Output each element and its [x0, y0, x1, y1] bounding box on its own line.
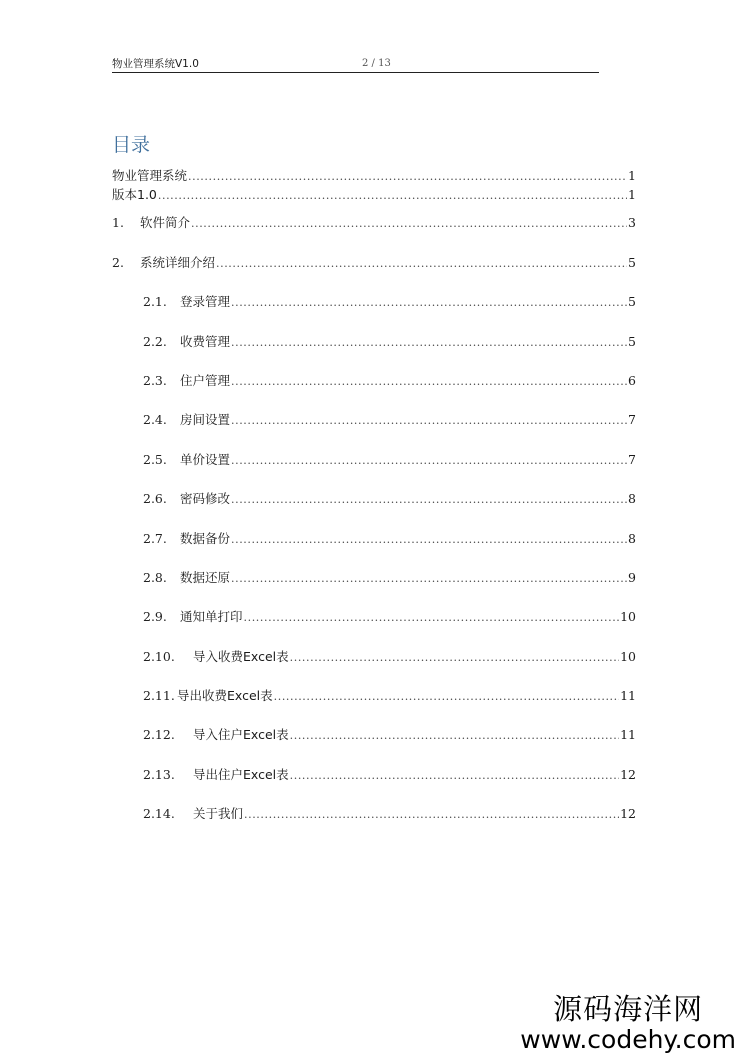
watermark-url: www.codehy.com — [520, 1025, 736, 1054]
toc-entry-number: 2.8. — [143, 570, 167, 585]
toc-entry-title: 收费管理 — [180, 334, 231, 349]
toc-entry-leader — [244, 610, 620, 625]
toc-entry[interactable] — [112, 255, 636, 270]
toc-entry-page: 5 — [628, 255, 636, 270]
toc-entry[interactable] — [143, 491, 636, 506]
toc-entry-leader — [216, 256, 627, 271]
toc-entry-title: 导入收费Excel表 — [193, 649, 289, 664]
toc-entry-title: 住户管理 — [180, 373, 231, 388]
toc-entry[interactable] — [143, 767, 636, 782]
toc-entry-title: 密码修改 — [180, 491, 231, 506]
toc-entry-page: 7 — [628, 412, 636, 427]
header-title: 物业管理系统V1.0 — [112, 58, 199, 70]
toc-entry-number: 2.5. — [143, 452, 167, 467]
toc-entry-leader — [244, 807, 619, 822]
toc-entry-title: 登录管理 — [180, 294, 231, 309]
toc-entry-number: 2.6. — [143, 491, 167, 506]
toc-entry-page: 10 — [620, 649, 636, 664]
toc-entry[interactable] — [143, 294, 636, 309]
toc-entry-leader — [231, 571, 627, 586]
toc-entry-number: 2.10. — [143, 649, 175, 664]
toc-entry-title: 数据备份 — [180, 531, 231, 546]
toc-entry[interactable] — [143, 334, 636, 349]
toc-entry-leader — [290, 728, 619, 743]
toc-entry-number: 2.2. — [143, 334, 167, 349]
page-header — [112, 56, 599, 73]
toc-heading: 目录 — [112, 134, 151, 156]
watermark — [520, 992, 736, 1054]
toc-entry-number: 2. — [112, 255, 124, 270]
toc-entry-page: 5 — [628, 334, 636, 349]
toc-entry-page: 6 — [628, 373, 636, 388]
toc-entry[interactable] — [143, 570, 636, 585]
toc-entry-title: 关于我们 — [193, 806, 244, 821]
toc-entry-page: 8 — [628, 491, 636, 506]
toc-entry-title: 导入住户Excel表 — [193, 727, 289, 742]
header-page-number: 2 / 13 — [362, 58, 391, 69]
toc-entry[interactable] — [143, 727, 636, 742]
toc-entry-number: 1. — [112, 215, 124, 230]
toc-entry-number: 2.11. — [143, 688, 175, 703]
toc-entry-title: 导出住户Excel表 — [193, 767, 289, 782]
toc-entry-page: 10 — [620, 609, 636, 624]
toc-entry[interactable] — [143, 688, 636, 703]
toc-entry-leader — [231, 453, 627, 468]
toc-entry[interactable] — [143, 412, 636, 427]
toc-entry-number: 2.3. — [143, 373, 167, 388]
toc-entry[interactable] — [143, 452, 636, 467]
toc-entry-leader — [290, 650, 619, 665]
toc-entry-page: 11 — [620, 688, 636, 703]
toc-entry-page: 3 — [628, 215, 636, 230]
toc-entry-page: 1 — [628, 168, 636, 183]
toc-entry[interactable] — [112, 187, 636, 202]
toc-entry[interactable] — [112, 168, 636, 183]
toc-entry-title: 软件简介 — [140, 215, 191, 230]
toc-entry-leader — [158, 188, 627, 203]
toc-entry-number: 2.13. — [143, 767, 175, 782]
toc-entry-number: 2.14. — [143, 806, 175, 821]
toc-entry-leader — [231, 492, 627, 507]
toc-entry[interactable] — [143, 649, 636, 664]
toc-entry-number: 2.1. — [143, 294, 167, 309]
toc-entry[interactable] — [143, 373, 636, 388]
watermark-name: 源码海洋网 — [553, 992, 704, 1026]
toc-entry-page: 8 — [628, 531, 636, 546]
toc-entry-title: 版本1.0 — [112, 187, 157, 202]
toc-entry-page: 9 — [628, 570, 636, 585]
toc-entry-leader — [231, 335, 627, 350]
toc-entry-leader — [231, 532, 627, 547]
toc-entry[interactable] — [143, 806, 636, 821]
toc-entry-page: 12 — [620, 806, 636, 821]
toc-entry-number: 2.12. — [143, 727, 175, 742]
toc-entry[interactable] — [112, 215, 636, 230]
toc-entry-page: 12 — [620, 767, 636, 782]
toc-entry-number: 2.7. — [143, 531, 167, 546]
toc-entry-number: 2.9. — [143, 609, 167, 624]
toc-entry-title: 单价设置 — [180, 452, 231, 467]
toc-entry-leader — [191, 216, 627, 231]
toc-entry-number: 2.4. — [143, 412, 167, 427]
toc-entry-title: 物业管理系统 — [112, 168, 188, 183]
toc-entry-page: 1 — [628, 187, 636, 202]
toc-entry-page: 11 — [620, 727, 636, 742]
toc-entry-title: 房间设置 — [180, 412, 231, 427]
toc-entry-leader — [231, 374, 627, 389]
toc-entry-leader — [231, 413, 627, 428]
toc-entry-page: 5 — [628, 294, 636, 309]
toc-entry-leader — [188, 169, 627, 184]
toc-entry-title: 系统详细介绍 — [140, 255, 216, 270]
toc-entry-leader — [231, 295, 627, 310]
toc-entry-title: 通知单打印 — [180, 609, 243, 624]
toc-entry-leader — [274, 689, 619, 704]
toc-entry-title: 数据还原 — [180, 570, 231, 585]
toc-entry[interactable] — [143, 609, 636, 624]
toc-entry-leader — [290, 768, 619, 783]
toc-entry-title: 导出收费Excel表 — [177, 688, 273, 703]
toc-entry-page: 7 — [628, 452, 636, 467]
toc-entry[interactable] — [143, 531, 636, 546]
